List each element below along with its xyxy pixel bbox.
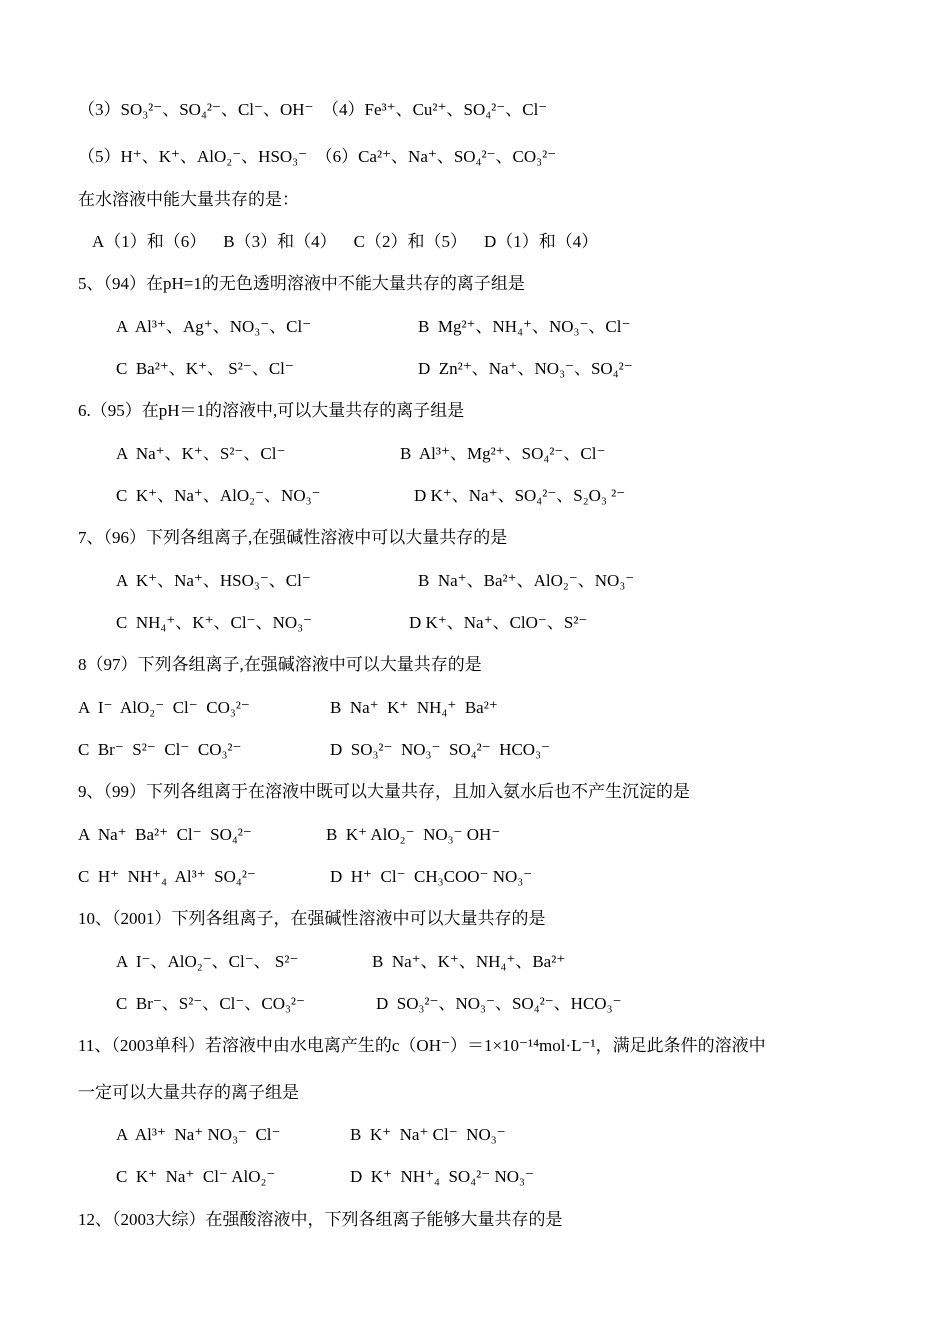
- question-12: 12、（2003大综）在强酸溶液中，下列各组离子能够大量共存的是: [78, 1210, 563, 1229]
- option-b: B Al³⁺、Mg²⁺、SO₄²⁻、Cl⁻: [400, 444, 606, 463]
- option-c: C Br⁻、S²⁻、Cl⁻、CO₃²⁻: [116, 994, 305, 1013]
- option-a: A Na⁺、K⁺、S²⁻、Cl⁻: [116, 444, 286, 463]
- option-d: D SO₃²⁻ NO₃⁻ SO₄²⁻ HCO₃⁻: [330, 740, 550, 759]
- option-c: C NH₄⁺、K⁺、Cl⁻、NO₃⁻: [116, 613, 313, 632]
- option-d: D SO₃²⁻、NO₃⁻、SO₄²⁻、HCO₃⁻: [376, 994, 622, 1013]
- question-8: 8（97）下列各组离子,在强碱溶液中可以大量共存的是: [78, 655, 482, 674]
- option-c: C Ba²⁺、K⁺、 S²⁻、Cl⁻: [116, 359, 294, 378]
- option-a: A K⁺、Na⁺、HSO₃⁻、Cl⁻: [116, 571, 311, 590]
- option-a: A I⁻、AlO₂⁻、Cl⁻、 S²⁻: [116, 952, 299, 971]
- option-b: B K⁺ AlO₂⁻ NO₃⁻ OH⁻: [326, 825, 501, 844]
- question-11: 11、（2003单科）若溶液中由水电离产生的c（OH⁻）＝1×10⁻¹⁴mol·L⁻¹，满足此条件的溶液中: [78, 1036, 766, 1055]
- option-b: B K⁺ Na⁺ Cl⁻ NO₃⁻: [350, 1125, 506, 1144]
- option-d: D K⁺、Na⁺、SO₄²⁻、S₂O₃ ²⁻: [414, 486, 626, 505]
- text-line: （5）H⁺、K⁺、AlO₂⁻、HSO₃⁻ （6）Ca²⁺、Na⁺、SO₄²⁻、CO₃²⁻: [78, 147, 557, 166]
- question-11-continued: 一定可以大量共存的离子组是: [78, 1083, 299, 1102]
- option-b: B Na⁺、Ba²⁺、AlO₂⁻、NO₃⁻: [418, 571, 635, 590]
- option-a: A I⁻ AlO₂⁻ Cl⁻ CO₃²⁻: [78, 698, 250, 717]
- question-9: 9、（99）下列各组离于在溶液中既可以大量共存，且加入氨水后也不产生沉淀的是: [78, 782, 690, 801]
- option-b: B Na⁺ K⁺ NH₄⁺ Ba²⁺: [330, 698, 498, 717]
- option-c: C H⁺ NH⁺₄ Al³⁺ SO₄²⁻: [78, 867, 256, 886]
- option-a: A Al³⁺ Na⁺ NO₃⁻ Cl⁻: [116, 1125, 281, 1144]
- question-10: 10、（2001）下列各组离子，在强碱性溶液中可以大量共存的是: [78, 909, 546, 928]
- option-b: B Na⁺、K⁺、NH₄⁺、Ba²⁺: [372, 952, 566, 971]
- text-line: （3）SO₃²⁻、SO₄²⁻、Cl⁻、OH⁻ （4）Fe³⁺、Cu²⁺、SO₄²⁻、Cl⁻: [78, 100, 548, 119]
- option-d: D Zn²⁺、Na⁺、NO₃⁻、SO₄²⁻: [418, 359, 633, 378]
- text-line: 在水溶液中能大量共存的是：: [78, 190, 299, 209]
- option-d: D K⁺、Na⁺、ClO⁻、S²⁻: [409, 613, 588, 632]
- question-5: 5、（94）在pH=1的无色透明溶液中不能大量共存的离子组是: [78, 274, 525, 293]
- option-c: C Br⁻ S²⁻ Cl⁻ CO₃²⁻: [78, 740, 242, 759]
- option-b: B Mg²⁺、NH₄⁺、NO₃⁻、Cl⁻: [418, 317, 631, 336]
- question-6: 6.（95）在pH＝1的溶液中,可以大量共存的离子组是: [78, 401, 465, 420]
- option-a: A Al³⁺、Ag⁺、NO₃⁻、Cl⁻: [116, 317, 312, 336]
- answer-options: A（1）和（6） B（3）和（4） C（2）和（5） D（1）和（4）: [92, 232, 599, 251]
- option-c: C K⁺ Na⁺ Cl⁻ AlO₂⁻: [116, 1167, 276, 1186]
- option-a: A Na⁺ Ba²⁺ Cl⁻ SO₄²⁻: [78, 825, 252, 844]
- option-d: D K⁺ NH⁺₄ SO₄²⁻ NO₃⁻: [350, 1167, 534, 1186]
- question-7: 7、（96）下列各组离子,在强碱性溶液中可以大量共存的是: [78, 528, 508, 547]
- option-d: D H⁺ Cl⁻ CH₃COO⁻ NO₃⁻: [330, 867, 533, 886]
- option-c: C K⁺、Na⁺、AlO₂⁻、NO₃⁻: [116, 486, 321, 505]
